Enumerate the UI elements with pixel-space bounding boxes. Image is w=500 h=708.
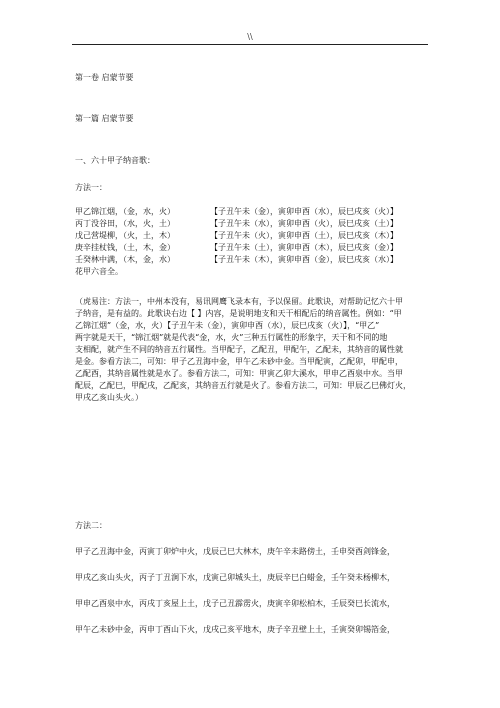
section-heading: 一、六十甲子纳音歌： [75, 156, 155, 165]
annotation-line: 是金。参看方法二，可知：甲子乙丑海中金，甲午乙未砂中金。当甲配寅，乙配卯，甲配申， [75, 357, 403, 366]
annotation-paragraph [75, 296, 430, 404]
method1-row-left: 庚辛挂杖钱，（土，木，金） [75, 243, 175, 252]
annotation-line: 配辰，乙配巳，甲配戌，乙配亥，其纳音五行就是火了。参看方法二，可知：甲辰乙巳佛灯火， [75, 381, 411, 390]
method1-row-left: 丙丁没谷田，（水，火，土） [75, 219, 175, 228]
method2-row: 甲午乙未砂中金，丙申丁酉山下火，戊戌己亥平地木，庚子辛丑壁上土，壬寅癸卯锡箔金， [75, 625, 395, 634]
method-one-heading: 方法一： [75, 183, 107, 192]
annotation-line: 甲戌乙亥山头火。） [75, 393, 143, 402]
method2-row: 甲申乙酉泉中水，丙戌丁亥屋上土，戊子己丑霹雳火，庚寅辛卯松柏木，壬辰癸巳长流水， [75, 599, 395, 608]
method-two-heading: 方法二： [75, 521, 107, 530]
annotation-line: 支相配，就产生不同的纳音五行属性。当甲配子，乙配丑，甲配午，乙配未，其纳音的属性就 [75, 345, 403, 354]
annotation-line: 乙锦江烟”（金，水，火）【子丑午未（金），寅卯申酉（水），辰巳戌亥（火）】，“甲乙” [75, 321, 380, 330]
method1-row-right: 【子丑午未（木），寅卯申酉（金），辰巳戌亥（水）】 [210, 255, 398, 264]
header-rule [72, 44, 428, 45]
annotation-line: 两字就是天干，“锦江烟”就是代表“金，水，火”三种五行属性的形象字，天干和不同的地 [75, 333, 388, 342]
method1-row-right: 【子丑午未（火），寅卯申酉（土），辰巳戌亥（木）】 [210, 231, 398, 240]
method1-row-right: 【子丑午未（土），寅卯申酉（木），辰巳戌亥（金）】 [210, 243, 398, 252]
annotation-line: 子纳音，是有益的。此歌诀右边【 】内容，是说明地支和天干相配后的纳音属性。例如：“甲 [75, 309, 402, 318]
method1-row-right: 【子丑午未（水），寅卯申酉（火），辰巳戌亥（土）】 [210, 219, 398, 228]
method1-row-right: 【子丑午未（金），寅卯申酉（水），辰巳戌亥（火）】 [210, 207, 398, 216]
method1-row-left: 戊己营堤柳，（火，土，木） [75, 231, 175, 240]
method2-row: 甲戌乙亥山头火，丙子丁丑涧下水，戊寅己卯城头土，庚辰辛巳白蜡金，壬午癸未杨柳木， [75, 573, 395, 582]
closing-line: 花甲六音全。 [75, 267, 123, 276]
chapter-heading: 第一篇 启蒙节要 [75, 114, 134, 123]
annotation-line: 乙配酉，其纳音属性就是水了。参看方法二，可知：甲寅乙卯大溪水，甲申乙酉泉中水。当甲 [75, 369, 403, 378]
method2-row: 甲子乙丑海中金，丙寅丁卯炉中火，戊辰己巳大林木，庚午辛未路傍土，壬申癸酉剑锋金， [75, 547, 395, 556]
page-header-mark: \\ [247, 32, 253, 41]
volume-heading: 第一卷 启蒙节要 [75, 73, 134, 82]
method1-row-left: 甲乙锦江烟，（金，水，火） [75, 207, 175, 216]
method1-row-left: 壬癸林中满，（木，金，水） [75, 255, 175, 264]
annotation-line: （虎易注：方法一，中州本没有，易讯网鹰飞录本有，予以保留。此歌诀，对帮助记忆六十甲 [75, 297, 403, 306]
